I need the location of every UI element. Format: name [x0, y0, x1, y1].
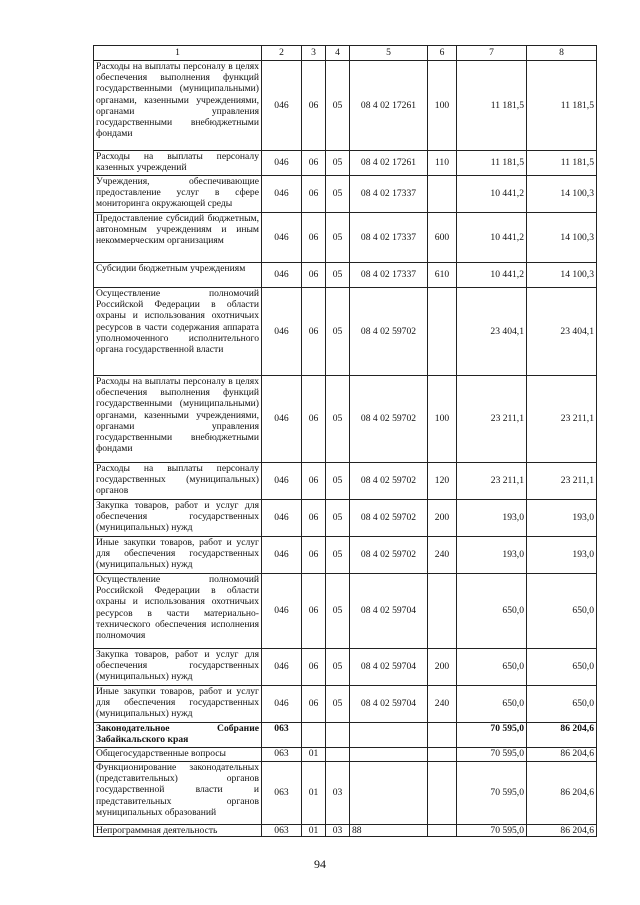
amount-year1-cell: 70 595,0 — [457, 723, 527, 748]
table-row — [94, 574, 597, 649]
row-name-cell: Закупка товаров, работ и услуг для обеспечения государственных (муниципальных) нужд — [94, 649, 262, 686]
amount-year1-cell: 70 595,0 — [457, 825, 527, 837]
subsection-code-cell — [326, 723, 350, 748]
section-code-cell: 01 — [302, 825, 326, 837]
subsection-code-cell: 05 — [326, 61, 350, 151]
target-article-cell: 08 4 02 17337 — [350, 213, 428, 263]
admin-code-cell: 046 — [262, 649, 302, 686]
target-article-cell: 08 4 02 17337 — [350, 176, 428, 213]
admin-code-cell: 063 — [262, 723, 302, 748]
row-name-cell: Осуществление полномочий Российской Федерации в области охраны и использования охотничьих ресурсов в части содержания аппарата уполномоченного исполнительного органа государственной власти — [94, 288, 262, 376]
section-code-cell: 06 — [302, 686, 326, 723]
table-row — [94, 176, 597, 213]
amount-year1-cell: 23 404,1 — [457, 288, 527, 376]
target-article-cell — [350, 723, 428, 748]
subsection-code-cell: 03 — [326, 825, 350, 837]
expense-type-cell — [428, 288, 457, 376]
expense-type-cell: 100 — [428, 376, 457, 463]
section-code-cell: 06 — [302, 288, 326, 376]
table-row — [94, 151, 597, 176]
subsection-code-cell: 05 — [326, 686, 350, 723]
target-article-cell: 08 4 02 59704 — [350, 574, 428, 649]
column-header: 5 — [350, 46, 428, 61]
expense-type-cell: 100 — [428, 61, 457, 151]
row-name-cell: Расходы на выплаты персоналу государственных (муниципальных) органов — [94, 463, 262, 500]
admin-code-cell: 046 — [262, 686, 302, 723]
subsection-code-cell: 03 — [326, 762, 350, 825]
column-header: 8 — [527, 46, 597, 61]
section-code-cell: 06 — [302, 537, 326, 574]
admin-code-cell: 046 — [262, 263, 302, 288]
table-row — [94, 723, 597, 748]
subsection-code-cell: 05 — [326, 574, 350, 649]
subsection-code-cell: 05 — [326, 649, 350, 686]
amount-year2-cell: 11 181,5 — [527, 61, 597, 151]
amount-year2-cell: 650,0 — [527, 649, 597, 686]
row-name-cell: Функционирование законодательных (представительных) органов государственной власти и представительных органов муниципальных образований — [94, 762, 262, 825]
admin-code-cell: 046 — [262, 288, 302, 376]
section-code-cell: 06 — [302, 376, 326, 463]
amount-year2-cell: 86 204,6 — [527, 748, 597, 762]
amount-year2-cell: 23 211,1 — [527, 463, 597, 500]
column-header: 6 — [428, 46, 457, 61]
table-row — [94, 748, 597, 762]
budget-table — [93, 45, 597, 837]
table-row — [94, 537, 597, 574]
row-name-cell: Учреждения, обеспечивающие предоставление услуг в сфере мониторинга окружающей среды — [94, 176, 262, 213]
row-name-cell: Расходы на выплаты персоналу в целях обеспечения выполнения функций государственными (муниципальными) органами, казенными учреждениями, органами управления государственными внебюджетными фондами — [94, 61, 262, 151]
table-row — [94, 762, 597, 825]
amount-year1-cell: 193,0 — [457, 500, 527, 537]
target-article-cell: 08 4 02 59704 — [350, 686, 428, 723]
section-code-cell: 06 — [302, 61, 326, 151]
admin-code-cell: 046 — [262, 61, 302, 151]
admin-code-cell: 063 — [262, 825, 302, 837]
column-header: 3 — [302, 46, 326, 61]
amount-year1-cell: 193,0 — [457, 537, 527, 574]
table-row — [94, 263, 597, 288]
section-code-cell: 06 — [302, 263, 326, 288]
admin-code-cell: 063 — [262, 748, 302, 762]
admin-code-cell: 046 — [262, 176, 302, 213]
section-code-cell: 01 — [302, 748, 326, 762]
row-name-cell: Осуществление полномочий Российской Федерации в области охраны и использования охотничьих ресурсов в части материально-технического обеспечения исполнения полномочия — [94, 574, 262, 649]
expense-type-cell: 240 — [428, 686, 457, 723]
table-row — [94, 500, 597, 537]
subsection-code-cell: 05 — [326, 176, 350, 213]
amount-year1-cell: 70 595,0 — [457, 748, 527, 762]
expense-type-cell: 200 — [428, 649, 457, 686]
column-header: 1 — [94, 46, 262, 61]
amount-year2-cell: 193,0 — [527, 537, 597, 574]
subsection-code-cell — [326, 748, 350, 762]
subsection-code-cell: 05 — [326, 500, 350, 537]
amount-year2-cell: 14 100,3 — [527, 213, 597, 263]
amount-year2-cell: 86 204,6 — [527, 762, 597, 825]
table-row — [94, 213, 597, 263]
amount-year2-cell: 11 181,5 — [527, 151, 597, 176]
amount-year1-cell: 650,0 — [457, 649, 527, 686]
table-row — [94, 463, 597, 500]
section-code-cell: 06 — [302, 213, 326, 263]
section-code-cell: 06 — [302, 574, 326, 649]
target-article-cell: 88 — [350, 825, 428, 837]
expense-type-cell — [428, 825, 457, 837]
subsection-code-cell: 05 — [326, 463, 350, 500]
target-article-cell: 08 4 02 59702 — [350, 288, 428, 376]
admin-code-cell: 046 — [262, 213, 302, 263]
expense-type-cell — [428, 723, 457, 748]
table-row — [94, 649, 597, 686]
row-name-cell: Иные закупки товаров, работ и услуг для обеспечения государственных (муниципальных) нужд — [94, 537, 262, 574]
admin-code-cell: 046 — [262, 537, 302, 574]
section-code-cell: 06 — [302, 463, 326, 500]
amount-year2-cell: 86 204,6 — [527, 723, 597, 748]
column-header: 4 — [326, 46, 350, 61]
amount-year2-cell: 14 100,3 — [527, 176, 597, 213]
subsection-code-cell: 05 — [326, 151, 350, 176]
section-code-cell: 06 — [302, 176, 326, 213]
amount-year1-cell: 11 181,5 — [457, 61, 527, 151]
section-code-cell: 06 — [302, 500, 326, 537]
section-code-cell: 06 — [302, 649, 326, 686]
amount-year1-cell: 10 441,2 — [457, 263, 527, 288]
expense-type-cell — [428, 176, 457, 213]
row-name-cell: Предоставление субсидий бюджетным, автономным учреждениям и иным некоммерческим организациям — [94, 213, 262, 263]
expense-type-cell: 240 — [428, 537, 457, 574]
expense-type-cell: 120 — [428, 463, 457, 500]
expense-type-cell: 600 — [428, 213, 457, 263]
row-name-cell: Закупка товаров, работ и услуг для обеспечения государственных (муниципальных) нужд — [94, 500, 262, 537]
amount-year1-cell: 70 595,0 — [457, 762, 527, 825]
subsection-code-cell: 05 — [326, 213, 350, 263]
admin-code-cell: 046 — [262, 463, 302, 500]
expense-type-cell: 200 — [428, 500, 457, 537]
row-name-cell: Иные закупки товаров, работ и услуг для обеспечения государственных (муниципальных) нужд — [94, 686, 262, 723]
row-name-cell: Субсидии бюджетным учреждениям — [94, 263, 262, 288]
admin-code-cell: 046 — [262, 376, 302, 463]
column-header: 2 — [262, 46, 302, 61]
target-article-cell — [350, 762, 428, 825]
subsection-code-cell: 05 — [326, 537, 350, 574]
table-row — [94, 825, 597, 837]
admin-code-cell: 063 — [262, 762, 302, 825]
target-article-cell: 08 4 02 59704 — [350, 649, 428, 686]
admin-code-cell: 046 — [262, 151, 302, 176]
target-article-cell: 08 4 02 59702 — [350, 376, 428, 463]
amount-year2-cell: 193,0 — [527, 500, 597, 537]
amount-year2-cell: 23 211,1 — [527, 376, 597, 463]
row-name-cell: Общегосударственные вопросы — [94, 748, 262, 762]
amount-year1-cell: 650,0 — [457, 574, 527, 649]
target-article-cell: 08 4 02 59702 — [350, 463, 428, 500]
table-row — [94, 686, 597, 723]
subsection-code-cell: 05 — [326, 263, 350, 288]
table-body — [94, 61, 597, 837]
expense-type-cell: 610 — [428, 263, 457, 288]
section-code-cell: 06 — [302, 151, 326, 176]
expense-type-cell — [428, 762, 457, 825]
amount-year1-cell: 10 441,2 — [457, 176, 527, 213]
target-article-cell: 08 4 02 59702 — [350, 500, 428, 537]
table-row — [94, 376, 597, 463]
section-code-cell — [302, 723, 326, 748]
amount-year1-cell: 23 211,1 — [457, 463, 527, 500]
amount-year1-cell: 10 441,2 — [457, 213, 527, 263]
column-header: 7 — [457, 46, 527, 61]
target-article-cell: 08 4 02 17261 — [350, 151, 428, 176]
amount-year2-cell: 650,0 — [527, 686, 597, 723]
amount-year2-cell: 650,0 — [527, 574, 597, 649]
page-number: 94 — [314, 857, 326, 871]
row-name-cell: Расходы на выплаты персоналу в целях обеспечения выполнения функций государственными (муниципальными) органами, казенными учреждениями, органами управления государственными внебюджетными фондами — [94, 376, 262, 463]
admin-code-cell: 046 — [262, 500, 302, 537]
section-code-cell: 01 — [302, 762, 326, 825]
target-article-cell: 08 4 02 59702 — [350, 537, 428, 574]
expense-type-cell — [428, 574, 457, 649]
row-name-cell: Непрограммная деятельность — [94, 825, 262, 837]
amount-year2-cell: 23 404,1 — [527, 288, 597, 376]
subsection-code-cell: 05 — [326, 288, 350, 376]
admin-code-cell: 046 — [262, 574, 302, 649]
target-article-cell: 08 4 02 17337 — [350, 263, 428, 288]
row-name-cell: Расходы на выплаты персоналу казенных учреждений — [94, 151, 262, 176]
amount-year1-cell: 23 211,1 — [457, 376, 527, 463]
amount-year1-cell: 650,0 — [457, 686, 527, 723]
expense-type-cell — [428, 748, 457, 762]
target-article-cell — [350, 748, 428, 762]
subsection-code-cell: 05 — [326, 376, 350, 463]
table-row — [94, 288, 597, 376]
amount-year2-cell: 14 100,3 — [527, 263, 597, 288]
table-row — [94, 61, 597, 151]
amount-year2-cell: 86 204,6 — [527, 825, 597, 837]
row-name-cell: Законодательное Собрание Забайкальского края — [94, 723, 262, 748]
amount-year1-cell: 11 181,5 — [457, 151, 527, 176]
expense-type-cell: 110 — [428, 151, 457, 176]
header-row — [94, 46, 597, 61]
target-article-cell: 08 4 02 17261 — [350, 61, 428, 151]
